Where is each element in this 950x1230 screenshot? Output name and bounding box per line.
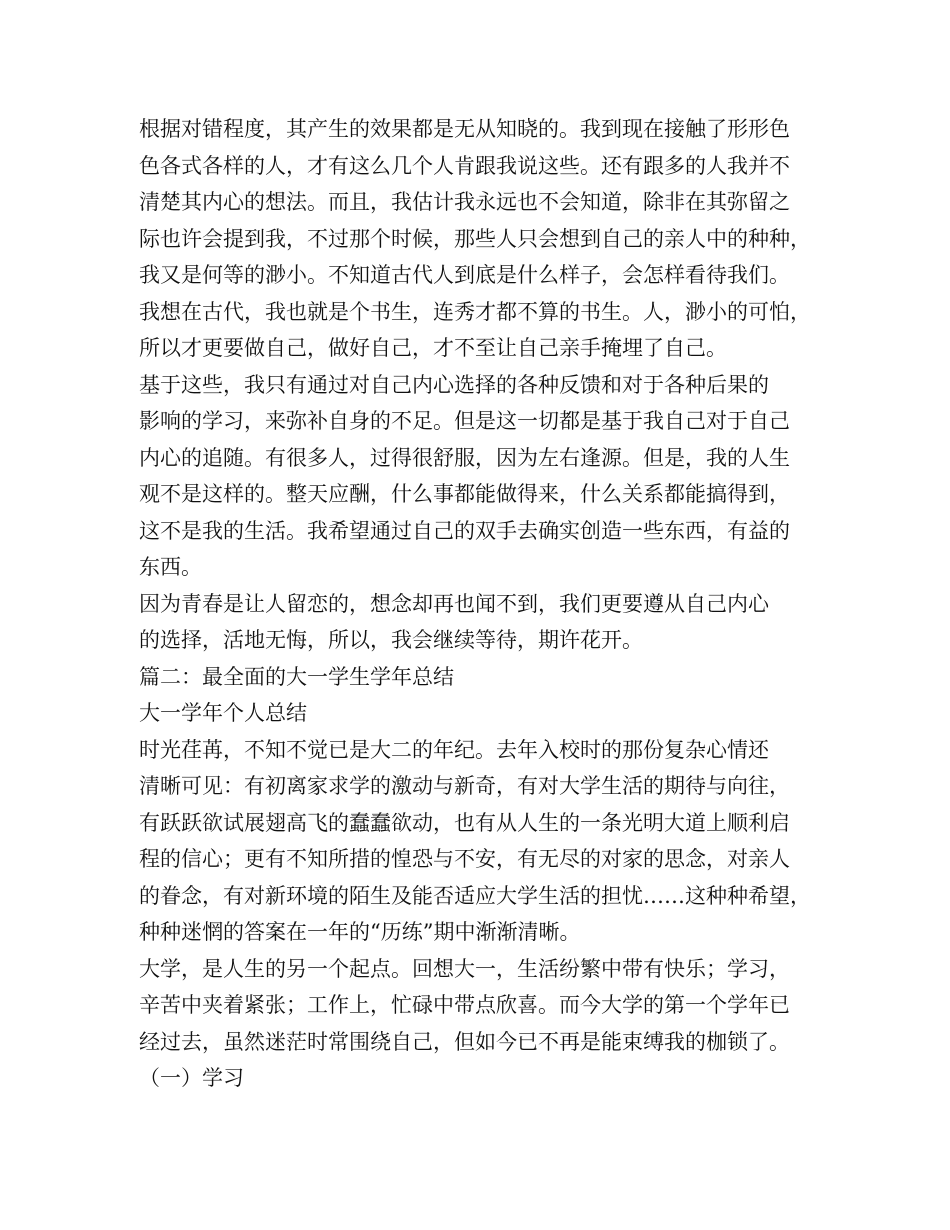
text-line: 因为青春是让人留恋的，想念却再也闻不到，我们更要遵从自己内心	[139, 591, 769, 616]
section-heading: 篇二：最全面的大一学生学年总结	[139, 664, 454, 689]
text-line: 根据对错程度，其产生的效果都是无从知晓的。我到现在接触了形形色	[139, 117, 790, 141]
text-line: 观不是这样的。整天应酬，什么事都能做得来，什么关系都能搞得到，	[139, 482, 790, 506]
text-line: 基于这些，我只有通过对自己内心选择的各种反馈和对于各种后果的	[139, 372, 769, 397]
section-subheading: 大一学年个人总结	[139, 701, 307, 725]
subsection-heading: （一）学习	[139, 1066, 244, 1090]
text-line: 所以才更要做自己，做好自己，才不至让自己亲手掩埋了自己。	[139, 336, 727, 360]
text-line: 的选择，活地无悔，所以，我会继续等待，期许花开。	[139, 628, 643, 652]
text-line: 辛苦中夹着紧张；工作上，忙碌中带点欣喜。而今大学的第一个学年已	[139, 993, 790, 1017]
document-body	[139, 111, 829, 1097]
text-line: 经过去，虽然迷茫时常围绕自己，但如今已不再是能束缚我的枷锁了。	[139, 1029, 790, 1054]
text-line: 时光荏苒，不知不觉已是大二的年纪。去年入校时的那份复杂心情还	[139, 737, 769, 762]
text-line: 际也许会提到我，不过那个时候，那些人只会想到自己的亲人中的种种，	[139, 226, 811, 251]
text-line: 的眷念，有对新环境的陌生及能否适应大学生活的担忧……这种种希望，	[139, 883, 811, 908]
text-line: 种种迷惘的答案在一年的“历练”期中渐渐清晰。	[139, 920, 581, 944]
text-line: 东西。	[139, 555, 202, 579]
text-line: 内心的追随。有很多人，过得很舒服，因为左右逢源。但是，我的人生	[139, 445, 790, 470]
text-line: 程的信心；更有不知所措的惶恐与不安，有无尽的对家的思念，对亲人	[139, 847, 790, 871]
text-line: 这不是我的生活。我希望通过自己的双手去确实创造一些东西，有益的	[139, 518, 790, 543]
text-line: 我想在古代，我也就是个书生，连秀才都不算的书生。人，渺小的可怕，	[139, 299, 811, 324]
text-line: 有跃跃欲试展翅高飞的蠢蠢欲动，也有从人生的一条光明大道上顺利启	[139, 810, 790, 835]
text-line: 色各式各样的人，才有这么几个人肯跟我说这些。还有跟多的人我并不	[139, 153, 790, 178]
text-line: 大学，是人生的另一个起点。回想大一，生活纷繁中带有快乐；学习，	[139, 956, 790, 981]
text-line: 影响的学习，来弥补自身的不足。但是这一切都是基于我自己对于自己	[139, 409, 790, 433]
text-line: 我又是何等的渺小。不知道古代人到底是什么样子，会怎样看待我们。	[139, 263, 790, 287]
text-line: 清楚其内心的想法。而且，我估计我永远也不会知道，除非在其弥留之	[139, 190, 790, 214]
text-line: 清晰可见：有初离家求学的激动与新奇，有对大学生活的期待与向往，	[139, 774, 790, 798]
